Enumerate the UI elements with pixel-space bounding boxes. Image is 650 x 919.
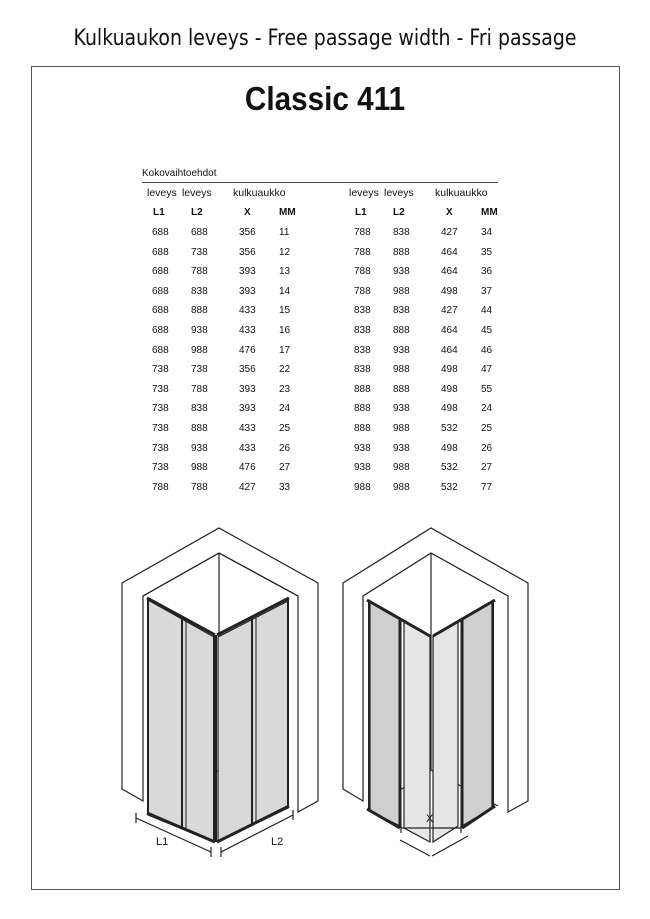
table-cell: 838 (393, 227, 410, 238)
table-cell: 938 (191, 325, 208, 336)
table-cell: 938 (191, 442, 208, 454)
table-cell: 688 (152, 227, 169, 238)
table-cell: 22 (279, 364, 291, 376)
table-cell: 356 (239, 246, 256, 258)
table-cell: 888 (354, 423, 371, 434)
table-cell: 476 (239, 462, 256, 474)
enclosure-closed-diagram (122, 528, 318, 857)
table-cell: 988 (354, 481, 371, 493)
table-cell: 988 (393, 462, 410, 474)
column-header: L1 (153, 207, 165, 218)
table-cell: 12 (279, 246, 291, 258)
table-cell: 15 (279, 305, 291, 317)
table-cell: 888 (393, 383, 410, 395)
table-cell: 433 (239, 305, 256, 317)
table-cell: 838 (354, 325, 371, 336)
table-cell: 25 (481, 423, 493, 434)
table-cell: 34 (481, 227, 493, 238)
table-cell: 498 (441, 383, 458, 395)
table-cell: 788 (152, 481, 169, 493)
table-cell: 788 (354, 227, 371, 238)
table-cell: 532 (441, 481, 458, 493)
table-cell: 433 (239, 325, 256, 336)
table-cell: 738 (152, 423, 169, 434)
table-cell: 433 (239, 423, 256, 434)
table-cell: 393 (239, 403, 256, 415)
table-cell: 888 (393, 246, 410, 258)
column-group-header: leveys (384, 187, 414, 199)
column-header: L1 (355, 207, 367, 218)
table-cell: 888 (191, 305, 208, 317)
page-header: Kulkuaukon leveys - Free passage width - Fri passage (73, 26, 577, 51)
table-cell: 988 (393, 285, 410, 297)
table-cell: 688 (152, 305, 169, 317)
table-cell: 788 (354, 285, 371, 297)
column-header: L2 (191, 207, 203, 218)
table-cell: 788 (191, 481, 208, 493)
table-cell: 46 (481, 344, 493, 356)
table-cell: 33 (279, 481, 291, 493)
table-cell: 498 (441, 285, 458, 297)
table-cell: 37 (481, 285, 493, 297)
table-cell: 498 (441, 403, 458, 415)
table-cell: 988 (191, 462, 208, 474)
product-title: Classic 411 (244, 80, 406, 117)
table-cell: 23 (279, 383, 291, 395)
table-cell: 393 (239, 266, 256, 278)
table-cell: 498 (441, 442, 458, 454)
table-cell: 988 (393, 423, 410, 434)
table-cell: 738 (152, 462, 169, 474)
table-cell: 838 (354, 305, 371, 317)
table-cell: 688 (152, 344, 169, 356)
table-cell: 988 (393, 481, 410, 493)
table-cell: 427 (441, 227, 458, 238)
table-cell: 888 (354, 383, 371, 395)
table-cell: 24 (279, 403, 291, 415)
column-header: MM (279, 207, 296, 218)
table-cell: 838 (354, 344, 371, 356)
table-cell: 356 (239, 364, 256, 376)
dimension-l1-label: L1 (156, 836, 169, 848)
table-cell: 888 (354, 403, 371, 415)
table-cell: 427 (239, 481, 256, 493)
column-group-header: leveys (349, 187, 379, 199)
column-group-header: kulkuaukko (233, 187, 286, 199)
table-cell: 938 (354, 462, 371, 474)
table-cell: 988 (393, 364, 410, 376)
enclosure-open-diagram (343, 528, 528, 856)
table-cell: 35 (481, 246, 493, 258)
table-cell: 938 (393, 403, 410, 415)
table-cell: 738 (152, 442, 169, 454)
table-cell: 988 (191, 344, 208, 356)
table-cell: 738 (152, 403, 169, 415)
table-cell: 838 (354, 364, 371, 376)
table-cell: 838 (393, 305, 410, 317)
table-cell: 25 (279, 423, 291, 434)
table-cell: 464 (441, 246, 458, 258)
table-cell: 36 (481, 266, 493, 278)
table-cell: 464 (441, 266, 458, 278)
column-group-header: leveys (182, 187, 212, 199)
column-header: L2 (393, 207, 405, 218)
table-cell: 24 (481, 403, 493, 415)
table-cell: 738 (191, 364, 208, 376)
table-cell: 938 (393, 442, 410, 454)
table-cell: 17 (279, 344, 291, 356)
table-cell: 47 (481, 364, 493, 376)
table-cell: 464 (441, 344, 458, 356)
table-cell: 476 (239, 344, 256, 356)
table-cell: 688 (152, 266, 169, 278)
table-cell: 838 (191, 403, 208, 415)
table-cell: 27 (279, 462, 291, 474)
table-cell: 55 (481, 383, 493, 395)
column-group-header: leveys (147, 187, 177, 199)
table-cell: 838 (191, 285, 208, 297)
table-cell: 26 (279, 442, 291, 454)
table-cell: 938 (393, 266, 410, 278)
table-cell: 393 (239, 383, 256, 395)
table-cell: 532 (441, 423, 458, 434)
table-cell: 688 (152, 325, 169, 336)
table-cell: 788 (191, 266, 208, 278)
table-cell: 788 (191, 383, 208, 395)
table-cell: 393 (239, 285, 256, 297)
table-cell: 26 (481, 442, 493, 454)
table-cell: 788 (354, 266, 371, 278)
column-header: X (446, 207, 453, 218)
table-cell: 45 (481, 325, 493, 336)
table-cell: 938 (354, 442, 371, 454)
table-cell: 13 (279, 266, 291, 278)
table-cell: 738 (152, 364, 169, 376)
table-cell: 464 (441, 325, 458, 336)
table-cell: 356 (239, 227, 256, 238)
column-header: MM (481, 207, 498, 218)
table-cell: 44 (481, 305, 493, 317)
table-cell: 788 (354, 246, 371, 258)
column-header: X (244, 207, 251, 218)
table-cell: 888 (191, 423, 208, 434)
table-cell: 532 (441, 462, 458, 474)
table-cell: 11 (279, 227, 290, 238)
table-cell: 427 (441, 305, 458, 317)
table-cell: 433 (239, 442, 256, 454)
dimension-x-label: X (426, 813, 434, 825)
table-cell: 16 (279, 325, 291, 336)
table-cell: 14 (279, 285, 291, 297)
table-cell: 888 (393, 325, 410, 336)
table-cell: 688 (191, 227, 208, 238)
table-caption: Kokovaihtoehdot (142, 168, 217, 179)
table-cell: 688 (152, 285, 169, 297)
dimension-l2-label: L2 (271, 836, 284, 848)
table-cell: 738 (191, 246, 208, 258)
table-cell: 77 (481, 481, 493, 493)
table-cell: 27 (481, 462, 493, 474)
table-cell: 498 (441, 364, 458, 376)
table-cell: 938 (393, 344, 410, 356)
table-cell: 738 (152, 383, 169, 395)
table-cell: 688 (152, 246, 169, 258)
column-group-header: kulkuaukko (435, 187, 488, 199)
